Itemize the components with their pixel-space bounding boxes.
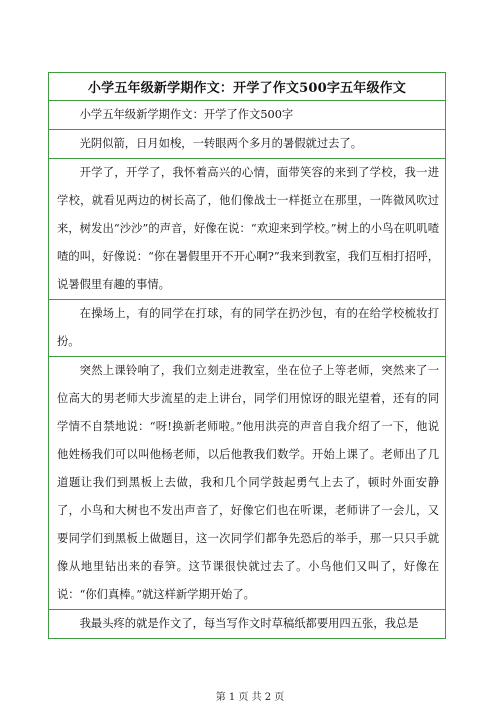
subtitle-row (49, 101, 445, 130)
paragraph-subtitle: 小学五年级新学期作文：开学了作文500字 (79, 108, 294, 121)
document-table (48, 72, 446, 639)
paragraph: 开学了，开学了，我怀着高兴的心情，面带笑容的来到了学校，我一进学校，就看见两边的树长高了，他们像战士一样挺立在那里，一阵微风吹过来，树发出“沙沙”的声音，好像在说：“欢迎来到学校。”树上的小鸟在叽叽喳喳的叫，好像说：“你在暑假里开不开心啊?”我来到教室，我们互相打招呼，说暑假里有趣的事情。 (57, 166, 439, 291)
document-title: 小学五年级新学期作文：开学了作文500字五年级作文 (49, 73, 445, 101)
paragraph-row (49, 159, 445, 300)
paragraph: 突然上课铃响了，我们立刻走进教室，坐在位子上等老师，突然来了一位高大的男老师大步流星的走上讲台，同学们用惊讶的眼光望着，还有的同学情不自禁地说：“呀!换新老师啦。”他用洪亮的声音自我介绍了一下，他说他姓杨我们可以叫他杨老师，以后他教我们数学。开始上课了。老师出了几道题让我们到黑板上去做，我和几个同学鼓起勇气上去了，顿时外面安静了，小鸟和大树也不发出声音了，好像它们也在听课，老师讲了一会儿，又要同学们到黑板上做题目，这一次同学们都争先恐后的举手，那一只只手就像从地里钻出来的春笋。这节课很快就过去了。小鸟他们又叫了，好像在说：“你们真棒。”就这样新学期开始了。 (57, 364, 439, 601)
paragraph-row (49, 130, 445, 159)
paragraph-row (49, 300, 445, 357)
paragraph-row (49, 357, 445, 610)
paragraph: 在操场上，有的同学在打球，有的同学在扔沙包，有的在给学校梳妆打扮。 (57, 307, 439, 348)
paragraph: 我最头疼的就是作文了，每当写作文时草稿纸都要用四五张，我总是 (79, 617, 419, 630)
paragraph: 光阴似箭，日月如梭，一转眼两个多月的暑假就过去了。 (79, 137, 363, 150)
page-number-footer: 第 1 页 共 2 页 (215, 692, 285, 703)
paragraph-row (49, 610, 445, 638)
